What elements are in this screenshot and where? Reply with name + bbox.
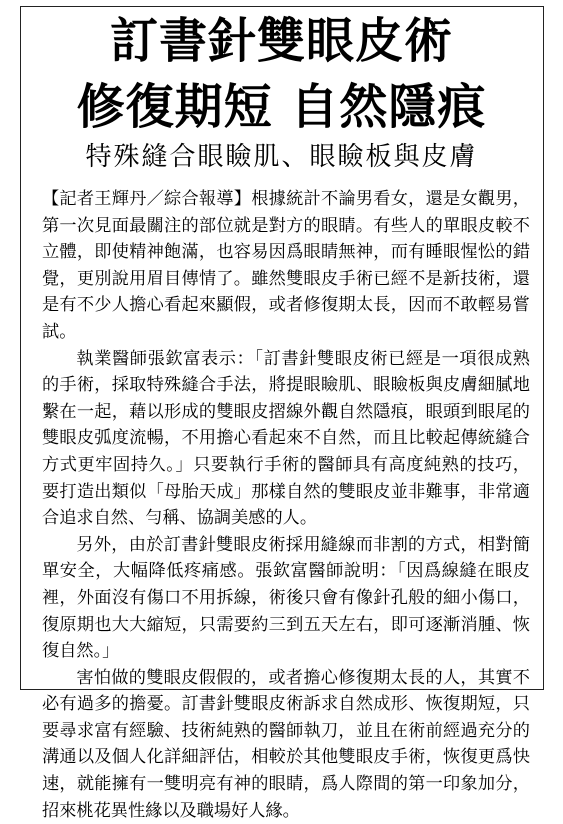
headline-line-2: 修復期短 自然隱痕 [76,79,487,135]
paragraph: 害怕做的雙眼皮假假的，或者擔心修復期太長的人，其實不必有過多的擔憂。訂書針雙眼皮術訴求自然成形、恢復期短，只要尋求富有經驗、技術純熟的醫師執刀，並且在術前經過充分的溝通以及個人化詳細評估，相較於其他雙眼皮手術，恢復更爲快速，就能擁有一雙明亮有神的眼睛，爲人際間的第一印象加分，招來桃花異性緣以及職場好人緣。 [42,667,530,821]
headline-line-1: 訂書針雙眼皮術 [109,13,453,69]
paragraph-lead: 【記者王輝丹／綜合報導】根據統計不論男看女，還是女觀男，第一次見面最關注的部位就是對方的眼睛。有些人的單眼皮較不立體，即使精神飽滿，也容易因爲眼睛無神，而有睡眼惺忪的錯覺，更別說用眉目傳情了。雖然雙眼皮手術已經不是新技術，還是有不少人擔心看起來顯假，或者修復期太長，因而不敢輕易嘗試。 [42,189,530,342]
article-body [42,186,530,824]
paragraph: 執業醫師張欽富表示：「訂書針雙眼皮術已經是一項很成熟的手術，採取特殊縫合手法，將提眼瞼肌、眼瞼板與皮膚細膩地繫在一起，藉以形成的雙眼皮摺線外觀自然隱痕，眼頭到眼尾的雙眼皮弧度流暢，不用擔心看起來不自然，而且比較起傳統縫合方式更牢固持久。」只要執行手術的醫師具有高度純熟的技巧，要打造出類似「母胎天成」那樣自然的雙眼皮並非難事，非常適合追求自然、勻稱、協調美感的人。 [42,348,530,529]
paragraph: 另外，由於訂書針雙眼皮術採用縫線而非割的方式，相對簡單安全，大幅降低疼痛感。張欽富醫師說明：「因爲線縫在眼皮裡，外面沒有傷口不用拆線，術後只會有像針孔般的細小傷口，復原期也大大縮短，只需要約三到五天左右，即可逐漸消腫、恢復自然。」 [42,534,530,662]
subtitle: 特殊縫合眼瞼肌、眼瞼板與皮膚 [85,142,478,172]
